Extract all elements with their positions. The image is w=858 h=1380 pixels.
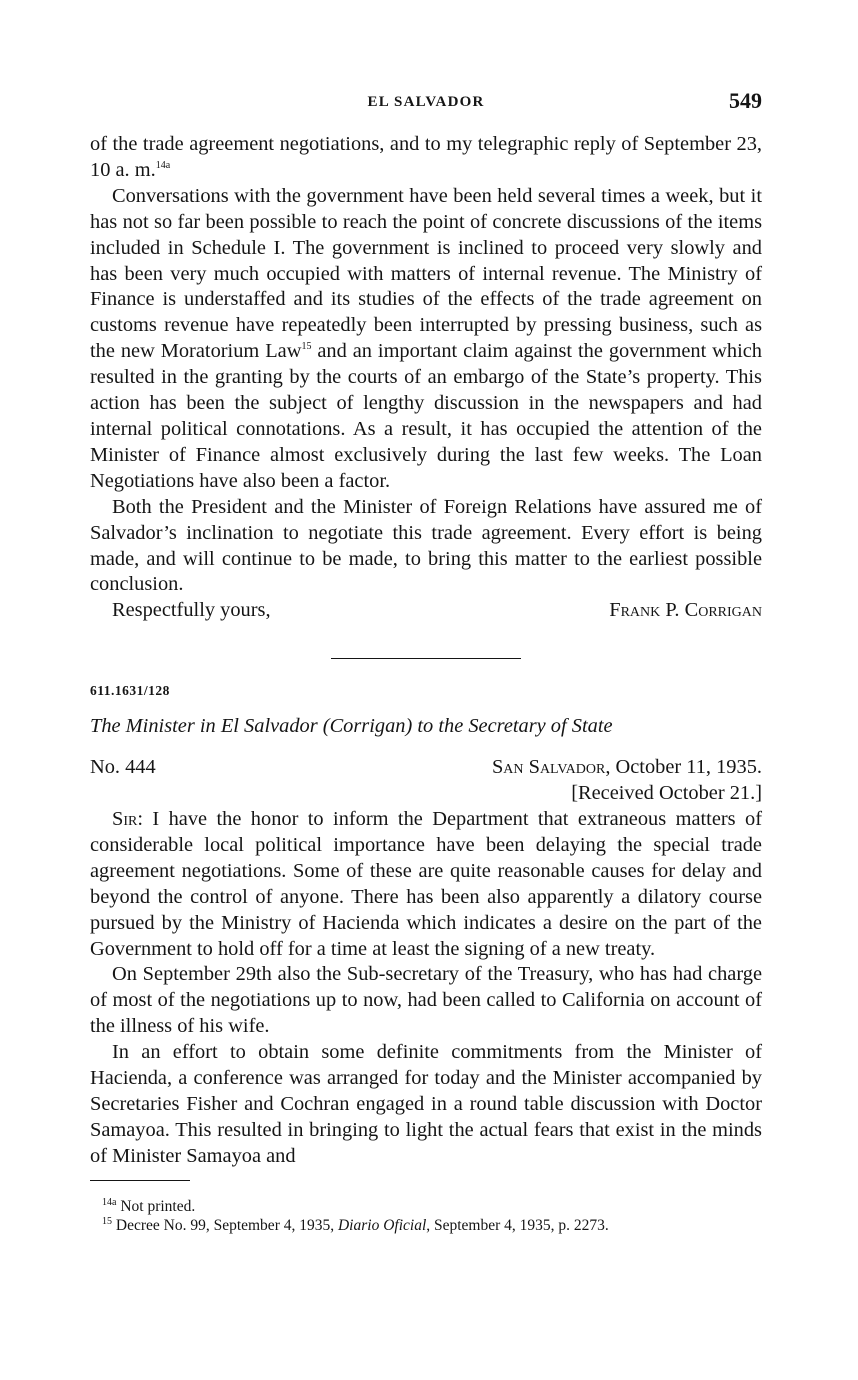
document-page	[90, 88, 762, 1235]
paragraph-text: and an important claim against the government which resulted in the granting by the courts of an embargo of the State’s property. This action has been the subject of lengthy discussion in the newspapers and had internal political connotations. As a result, it has occupied the attention of the Minister of Finance almost exclusively during the last few weeks. The Loan Negotiations have also been a factor.	[90, 340, 762, 492]
page-header	[90, 88, 762, 118]
letter-document	[90, 681, 762, 1170]
closing: Respectfully yours,	[112, 599, 271, 622]
paragraph-text: Conversations with the government have been held several times a week, but it has not so far been possible to reach the point of concrete discussions of the items included in Schedule I. The government is inclined to proceed very slowly and has been very much occupied with matters of internal revenue. The Ministry of Finance is understaffed and its studies of the effects of the trade agreement on customs revenue have repeatedly been interrupted by pressing business, such as the new Moratorium Law	[90, 184, 762, 363]
paragraph	[90, 807, 762, 962]
section-divider	[331, 658, 521, 659]
closing-row	[90, 598, 762, 624]
footnote-ref: 15	[301, 341, 312, 353]
running-head: EL SALVADOR	[367, 94, 485, 110]
document-title: The Minister in El Salvador (Corrigan) to the Secretary of State	[90, 715, 613, 738]
footnote	[90, 1197, 762, 1216]
paragraph-text: of the trade agreement negotiations, and to my telegraphic reply of September 23, 10 a. m.	[90, 133, 762, 181]
footnote-mark: 15	[102, 1215, 112, 1227]
date: , October 11, 1935.	[605, 756, 762, 779]
letter-continuation	[90, 132, 762, 624]
paragraph	[90, 132, 762, 184]
salutation: Sir	[112, 808, 138, 831]
footnote-italic: Diario Oficial	[337, 1216, 427, 1234]
footnote-text: Not printed.	[116, 1197, 196, 1215]
document-number-row	[90, 755, 762, 781]
page-number: 549	[729, 88, 762, 113]
dateline	[492, 755, 762, 781]
footnote	[90, 1216, 762, 1235]
footnote-ref: 14a	[155, 160, 171, 172]
place: San Salvador	[491, 756, 606, 779]
paragraph: In an effort to obtain some definite commitments from the Minister of Hacienda, a conference was arranged for today and the Minister accompanied by Secretaries Fisher and Cochran engaged in a round table discussion with Doctor Samayoa. This resulted in bringing to light the actual fears that exist in the minds of Minister Samayoa and	[90, 1041, 762, 1167]
footnote-mark: 14a	[102, 1196, 117, 1208]
received-note: [Received October 21.]	[571, 782, 762, 805]
document-number: No. 444	[90, 756, 156, 779]
paragraph: On September 29th also the Sub-secretary of the Treasury, who has had charge of most of the negotiations up to now, had been called to California on account of the illness of his wife.	[90, 963, 762, 1038]
footnote-divider	[90, 1180, 190, 1181]
footnote-text: Decree No. 99, September 4, 1935,	[112, 1216, 338, 1234]
signature: Frank P. Corrigan	[609, 599, 762, 622]
footnote-text: , September 4, 1935, p. 2273.	[426, 1216, 609, 1234]
paragraph: Both the President and the Minister of Foreign Relations have assured me of Salvador’s inclination to negotiate this trade agreement. Every effort is being made, and will continue to be made, to bring this matter to the earliest possible conclusion.	[90, 495, 762, 596]
file-number: 611.1631/128	[90, 683, 170, 699]
paragraph-text: : I have the honor to inform the Department that extraneous matters of considerable local political importance have been delaying the special trade agreement negotiations. Some of these are quite reasonable causes for delay and beyond the control of anyone. There has been also apparently a dilatory course pursued by the Ministry of Hacienda which indicates a desire on the part of the Government to hold off for a time at least the signing of a new treaty.	[90, 808, 762, 960]
paragraph	[90, 184, 762, 495]
